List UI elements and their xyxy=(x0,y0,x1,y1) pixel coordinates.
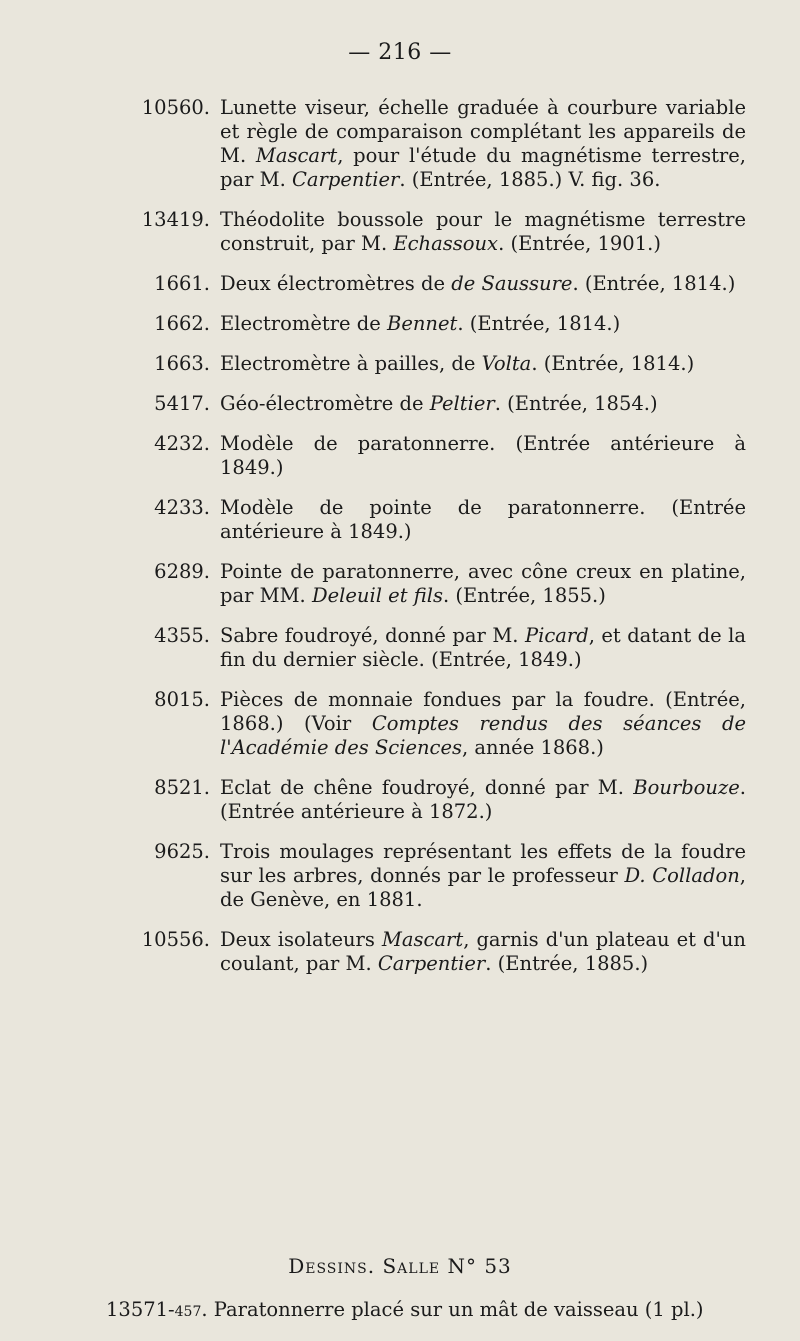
entry-text xyxy=(220,776,746,823)
entry-text-segment: . (Entrée antérieure à 1872.) xyxy=(220,776,746,823)
entry-number: 4232. xyxy=(154,432,210,455)
catalogue-entry xyxy=(106,776,746,824)
entry-text-segment: , de Genève, en 1881. xyxy=(220,864,746,911)
entry-text-segment: Eclat de chêne foudroyé, donné par M. xyxy=(220,776,634,799)
entry-text xyxy=(220,96,746,191)
entry-text-segment: , année 1868.) xyxy=(462,736,604,759)
entry-text xyxy=(220,840,746,911)
entry-number: 1661. xyxy=(154,272,210,295)
entry-italic-name: Bourbouze xyxy=(633,776,740,799)
entry-number: 8015. xyxy=(154,688,210,711)
entry-italic-name: Carpentier xyxy=(292,168,400,191)
catalogue-entry xyxy=(106,928,746,976)
entry-text-segment: Lunette viseur, échelle graduée à courbure variable et règle de comparaison complétant les appareils de M. xyxy=(220,96,746,167)
entry-text-segment: Sabre foudroyé, donné par M. xyxy=(220,624,525,647)
entry-text-segment: Trois moulages représentant les effets de la foudre sur les arbres, donnés par le professeur xyxy=(220,840,746,887)
entry-number: 1663. xyxy=(154,352,210,375)
entry-text xyxy=(220,272,735,295)
entry-text xyxy=(220,688,746,759)
entry-text-segment: , pour l'étude du magnétisme terrestre, par M. xyxy=(220,144,746,191)
entry-text-segment: . (Entrée, 1855.) xyxy=(442,584,606,607)
entry-text-segment: . (Entrée, 1885.) xyxy=(485,952,649,975)
entry-text xyxy=(220,928,746,975)
entry-text-segment: Modèle de paratonnerre. (Entrée antérieure à 1849.) xyxy=(220,432,746,479)
entry-text-segment: Géo-électromètre de xyxy=(220,392,430,415)
entry-number: 4355. xyxy=(154,624,210,647)
catalogue-entries xyxy=(106,96,746,992)
entry-text-segment: , garnis d'un plateau et d'un coulant, par M. xyxy=(220,928,746,975)
entry-text xyxy=(220,312,620,335)
entry-text-segment: . (Entrée, 1814.) xyxy=(457,312,621,335)
entry-number: 5417. xyxy=(154,392,210,415)
entry-text-segment: . (Entrée, 1854.) xyxy=(494,392,658,415)
entry-number: 9625. xyxy=(154,840,210,863)
catalogue-entry xyxy=(106,432,746,480)
entry-italic-name: Echassoux xyxy=(393,232,499,255)
catalogue-entry xyxy=(106,496,746,544)
entry-number: 8521. xyxy=(154,776,210,799)
entry-number-suffix: 457 xyxy=(174,1304,202,1320)
entry-text-segment: Electromètre de xyxy=(220,312,387,335)
entry-text-segment: Electromètre à pailles, de xyxy=(220,352,482,375)
catalogue-entry xyxy=(106,392,746,416)
entry-italic-name: Carpentier xyxy=(377,952,486,975)
entry-text-segment: Modèle de pointe de paratonnerre. (Entrée antérieure à 1849.) xyxy=(220,496,746,543)
entry-italic-name: de Saussure xyxy=(451,272,573,295)
entry-text: . Paratonnerre placé sur un mât de vaisseau (1 pl.) xyxy=(201,1298,704,1321)
entry-italic-name: Comptes rendus des séances de l'Académie des Sciences xyxy=(220,712,746,759)
entry-text xyxy=(220,624,746,671)
entry-text-segment: . (Entrée, 1901.) xyxy=(498,232,661,255)
catalogue-entry xyxy=(106,96,746,192)
entry-text-segment: Deux électromètres de xyxy=(220,272,452,295)
entry-italic-name: Bennet xyxy=(386,312,458,335)
entry-text-segment: Deux isolateurs xyxy=(220,928,382,951)
entry-text xyxy=(220,432,746,479)
entry-number: 6289. xyxy=(154,560,210,583)
entry-italic-name: D. Colladon xyxy=(624,864,740,887)
catalogue-entry xyxy=(106,624,746,672)
entry-italic-name: Volta xyxy=(481,352,532,375)
entry-text-segment: . (Entrée, 1885.) V. fig. 36. xyxy=(399,168,661,191)
entry-text-segment: . (Entrée, 1814.) xyxy=(531,352,695,375)
entry-text-segment: , et datant de la fin du dernier siècle. (Entrée, 1849.) xyxy=(220,624,746,671)
catalogue-entry xyxy=(106,312,746,336)
catalogue-entry xyxy=(106,560,746,608)
entry-number xyxy=(106,1298,201,1321)
entry-text xyxy=(220,560,746,607)
entry-text xyxy=(220,496,746,543)
entry-number: 1662. xyxy=(154,312,210,335)
catalogue-entry xyxy=(106,688,746,760)
entry-number: 10556. xyxy=(141,928,210,951)
entry-text-segment: Pointe de paratonnerre, avec cône creux en platine, par MM. xyxy=(220,560,746,607)
entry-italic-name: Mascart xyxy=(381,928,464,951)
entry-italic-name: Mascart xyxy=(255,144,338,167)
entry-number: 13419. xyxy=(141,208,210,231)
entry-text-segment: Pièces de monnaie fondues par la foudre. (Entrée, 1868.) (Voir xyxy=(220,688,746,735)
catalogue-entry xyxy=(106,208,746,256)
entry-text-segment: Théodolite boussole pour le magnétisme terrestre construit, par M. xyxy=(220,208,746,255)
entry-number-main: 13571- xyxy=(106,1298,175,1321)
entry-text xyxy=(220,352,694,375)
section-heading: Dessins. Salle N° 53 xyxy=(288,1254,512,1278)
entry-italic-name: Deleuil et fils xyxy=(311,584,443,607)
entry-italic-name: Peltier xyxy=(429,392,495,415)
page-number: — 216 — xyxy=(348,40,452,65)
entry-number: 10560. xyxy=(141,96,210,119)
catalogue-entry xyxy=(106,840,746,912)
entry-italic-name: Picard xyxy=(524,624,589,647)
entry-text-segment: . (Entrée, 1814.) xyxy=(572,272,736,295)
catalogue-entry xyxy=(106,1298,746,1324)
catalogue-entry xyxy=(106,352,746,376)
entry-text xyxy=(220,392,658,415)
catalogue-entry xyxy=(106,272,746,296)
entry-text xyxy=(220,208,746,255)
entry-number: 4233. xyxy=(154,496,210,519)
